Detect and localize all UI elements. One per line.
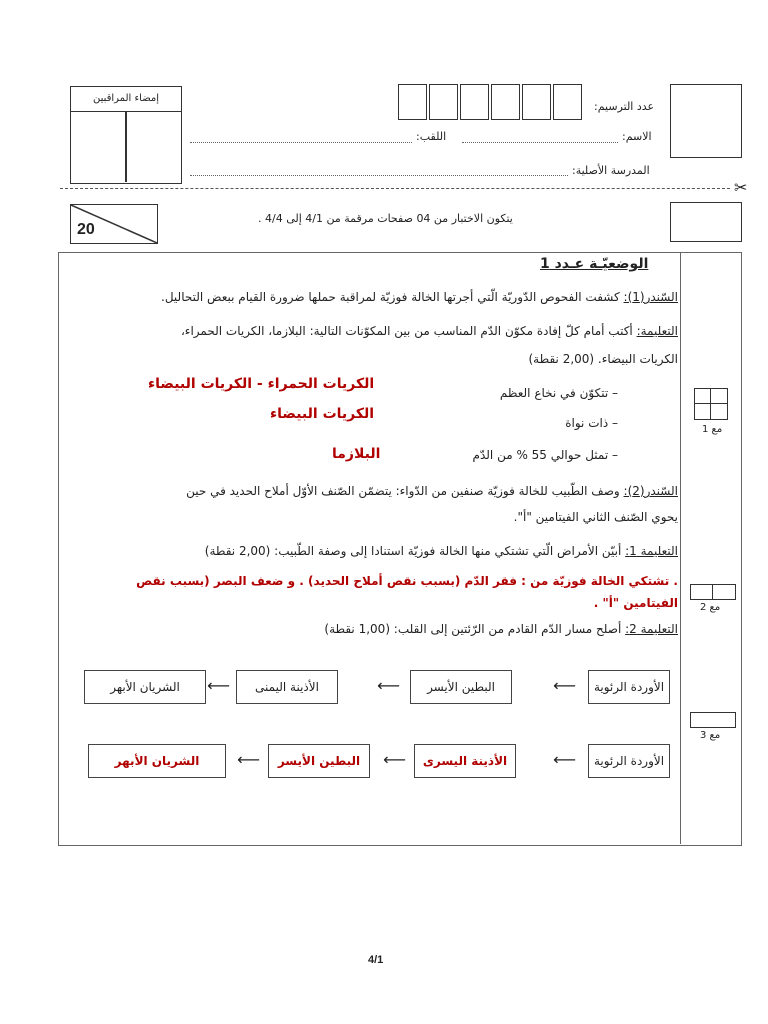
item-1-answer[interactable]: الكريات الحمراء - الكريات البيضاء	[148, 376, 375, 392]
flow1-arrow-1: ⟵	[553, 676, 576, 695]
school-label: المدرسة الأصلية:	[572, 164, 650, 177]
criteria-divider	[680, 252, 681, 844]
score-value: 20	[77, 221, 95, 238]
flow2-arrow-2: ⟵	[383, 750, 406, 769]
situation-title: الوضعيّـة عـدد 1	[540, 256, 649, 272]
flow2-box-3[interactable]: البطين الأيسر	[268, 744, 370, 778]
criteria-1-grid	[694, 388, 728, 420]
cut-line	[60, 188, 730, 189]
item-2-answer[interactable]: الكريات البيضاء	[270, 406, 375, 422]
instruction1-answer2[interactable]: الفيتامين "أ" .	[593, 596, 678, 610]
flow2-box-1: الأوردة الرئوية	[588, 744, 670, 778]
page-number: 4/1	[368, 954, 384, 966]
item-1-text: – تتكوّن في نخاع العظم	[499, 386, 618, 400]
pages-note: يتكون الاختبار من 04 صفحات مرقمة من 4/1 إلى 4/4 .	[258, 212, 513, 225]
name-label: الاسم:	[622, 130, 652, 143]
criteria-3-grid	[690, 712, 736, 728]
instruction1-answer[interactable]: . تشتكي الخالة فوزيّة من : فقر الدّم (بسبب نقص أملاح الحديد) . و ضعف البصر (بسبب نقص	[136, 574, 678, 588]
flow1-box-4: الشريان الأبهر	[84, 670, 206, 704]
criteria-3-label: مع 3	[700, 730, 721, 741]
name-field[interactable]	[462, 142, 618, 143]
flow2-arrow-1: ⟵	[553, 750, 576, 769]
surname-label: اللقب:	[416, 130, 447, 143]
instruction-text: التعليمة: أكتب أمام كلّ إفادة مكوّن الدّم المناسب من بين المكوّنات التالية: البلازما، الكريات الحمراء،	[180, 324, 678, 338]
flow1-box-3: الأذينة اليمنى	[236, 670, 338, 704]
registration-label: عدد الترسيم:	[594, 100, 655, 113]
item-2-text: – ذات نواة	[565, 416, 618, 430]
flow1-box-1: الأوردة الرئوية	[588, 670, 670, 704]
part1-text: السّندر(1): كشفت الفحوص الدّوريّة الّتي أجرتها الخالة فوزيّة لمراقبة حملها ضرورة القيام ببعض التحاليل.	[161, 290, 678, 304]
criteria-1-label: مع 1	[702, 424, 723, 435]
flow2-box-2[interactable]: الأذينة اليسرى	[414, 744, 516, 778]
supervisors-box	[70, 86, 182, 184]
item-3-answer[interactable]: البلازما	[332, 446, 381, 462]
part1-label: السّندر(1):	[623, 290, 678, 304]
flow2-box-4[interactable]: الشريان الأبهر	[88, 744, 226, 778]
page-right-box	[670, 202, 742, 242]
instruction2-label: التعليمة 2:	[625, 622, 678, 636]
criteria-2-label: مع 2	[700, 602, 721, 613]
score-box	[70, 204, 158, 244]
instruction1-text: التعليمة 1: أبيّن الأمراض الّتي تشتكي منها الخالة فوزيّة استنادا إلى وصفة الطّبيب: (2,00 نقطة)	[204, 544, 678, 558]
item-3-text: – تمثل حوالي 55 % من الدّم	[472, 448, 618, 462]
school-field[interactable]	[190, 175, 568, 176]
flow-row-1	[80, 670, 670, 706]
surname-field[interactable]	[190, 142, 412, 143]
part2-label: السّندر(2):	[623, 484, 678, 498]
criteria-2-grid	[690, 584, 736, 600]
part2-text: السّندر(2): وصف الطّبيب للخالة فوزيّة صنفين من الدّواء: يتضمّن الصّنف الأوّل أملاح الحديد في حين	[186, 484, 678, 498]
top-right-box	[670, 84, 742, 158]
scissors-icon: ✂	[734, 178, 748, 197]
flow1-box-2: البطين الأيسر	[410, 670, 512, 704]
instruction1-label: التعليمة 1:	[625, 544, 678, 558]
part2-text2: يحوي الصّنف الثاني الفيتامين "أ".	[513, 510, 678, 524]
registration-boxes[interactable]	[398, 84, 582, 120]
instruction-label: التعليمة:	[636, 324, 678, 338]
instruction-text2: الكريات البيضاء. (2,00 نقطة)	[528, 352, 678, 366]
flow1-arrow-3: ⟵	[207, 676, 230, 695]
flow-row-2	[80, 744, 670, 780]
supervisors-label: إمضاء المراقبين	[71, 87, 181, 112]
flow1-arrow-2: ⟵	[377, 676, 400, 695]
flow2-arrow-3: ⟵	[237, 750, 260, 769]
instruction2-text: التعليمة 2: أصلح مسار الدّم القادم من الرّئتين إلى القلب: (1,00 نقطة)	[324, 622, 678, 636]
